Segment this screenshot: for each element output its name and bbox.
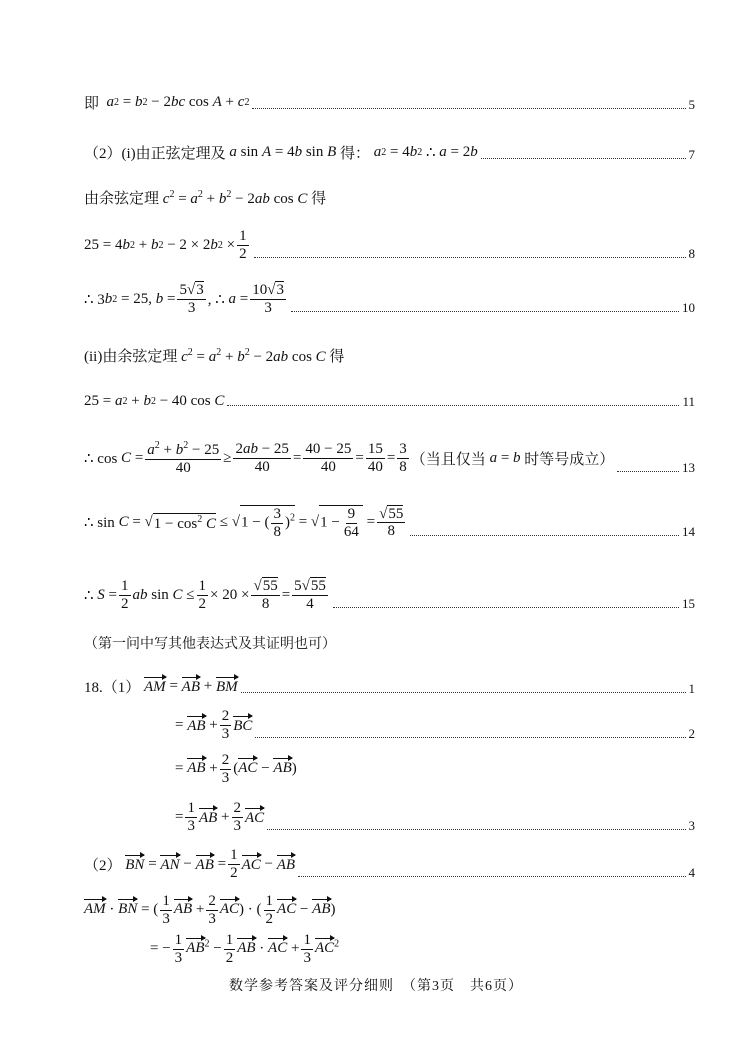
score: 15 <box>682 596 695 611</box>
answer-line-18-4 <box>175 800 695 834</box>
answer-line-3: 由余弦定理 $c^2 = a^2 + b^2 - 2ab$ cos C 得 <box>84 189 327 207</box>
formula: 25 = a 2 + b 2 − 40 cos C <box>84 393 225 409</box>
score: 11 <box>682 394 695 409</box>
note-line: （第一问中写其他表达式及其证明也可） <box>84 637 336 652</box>
answer-line-9 <box>84 505 695 540</box>
answer-line-18-7: = − $\frac{1}{3}$ $AB^2$ − $\frac{1}{2}$ AB · AC + $\frac{1}{3}$ $AC^2$ <box>150 932 340 966</box>
score: 2 <box>688 726 695 741</box>
formula: 即 a 2 = b 2 − 2 bc cos A + c 2 <box>84 94 250 112</box>
formula: = $\frac{1}{3}$ AB + $\frac{2}{3}$ AC <box>175 800 265 834</box>
formula: ∴ sin C = √ $1 - \cos^2 C$ ≤ √ 1 − ( $\frac{3}{8}$ )$^2$ = √ 1 − $\frac{9}{64}$ = $\frac{√55}{8}$ <box>84 505 404 540</box>
score: 3 <box>688 818 695 833</box>
leader-dots <box>254 257 686 258</box>
answer-line-18-5 <box>84 847 695 881</box>
answer-line-2 <box>84 142 695 163</box>
leader-dots <box>410 535 679 536</box>
leader-dots <box>227 405 679 406</box>
leader-dots <box>255 737 685 738</box>
answer-line-18-6: AM · BN = ( $\frac{1}{3}$ AB + $\frac{2}{3}$ AC) · ( $\frac{1}{2}$ AC − AB) <box>84 893 336 927</box>
formula: ∴ 3 b 2 = 25, b = $\frac{5√3}{3}$ , ∴ a = $\frac{10√3}{3}$ <box>84 282 284 316</box>
formula: ∴ S = $\frac{1}{2}$ ab sin C ≤ $\frac{1}{2}$ × 20 × $\frac{√55}{8}$ = $\frac{5√55}{4}$ <box>84 578 326 612</box>
score: 7 <box>688 147 695 162</box>
answer-line-10 <box>84 578 695 612</box>
score: 1 <box>688 681 695 696</box>
answer-line-18-3: = AB + $\frac{2}{3}$ (AC − AB) <box>175 752 297 786</box>
leader-dots <box>481 158 686 159</box>
formula: （2）(i)由正弦定理及 a sin A = 4 b sin B 得： a 2 = 4 b 2 ∴ a = 2 b <box>84 144 478 162</box>
score: 14 <box>682 524 695 539</box>
answer-line-6: (ii)由余弦定理 $c^2 = a^2 + b^2 - 2ab$ cos C 得 <box>84 347 345 365</box>
leader-dots <box>333 607 679 608</box>
leader-dots <box>298 876 685 877</box>
answer-line-1 <box>84 92 695 113</box>
leader-dots <box>241 692 686 693</box>
leader-dots <box>617 471 679 472</box>
leader-dots <box>291 311 679 312</box>
formula: = AB + $\frac{2}{3}$ BC <box>175 708 253 742</box>
leader-dots <box>267 829 685 830</box>
answer-line-5 <box>84 282 695 316</box>
formula: （2） BN = AN − AB = $\frac{1}{2}$ AC − AB <box>84 847 296 881</box>
answer-line-7 <box>84 393 695 410</box>
formula: 25 = 4 b 2 + b 2 − 2 × 2 b 2 × $\frac{1}{2}$ <box>84 228 247 262</box>
formula: 18.（1） AM = AB + BM <box>84 678 238 696</box>
answer-line-18-2 <box>175 708 695 742</box>
score: 8 <box>688 246 695 261</box>
answer-line-18-1 <box>84 676 695 697</box>
score: 10 <box>682 300 695 315</box>
formula: ∴ cos C = $\frac{a^2 + b^2 - 25}{40}$ ≥ $\frac{2ab - 25}{40}$ = $\frac{40 - 25}{40}$ = $\frac{15}{40}$ = $\frac{3}{8}$ （当且仅当 a = b 时等号成立） <box>84 440 615 476</box>
page-footer: 数学参考答案及评分细则 （第3页 共6页） <box>229 979 523 994</box>
answer-line-8 <box>84 440 695 476</box>
leader-dots <box>252 108 685 109</box>
answer-line-4 <box>84 228 695 262</box>
score: 5 <box>688 97 695 112</box>
score: 13 <box>682 460 695 475</box>
score: 4 <box>688 865 695 880</box>
